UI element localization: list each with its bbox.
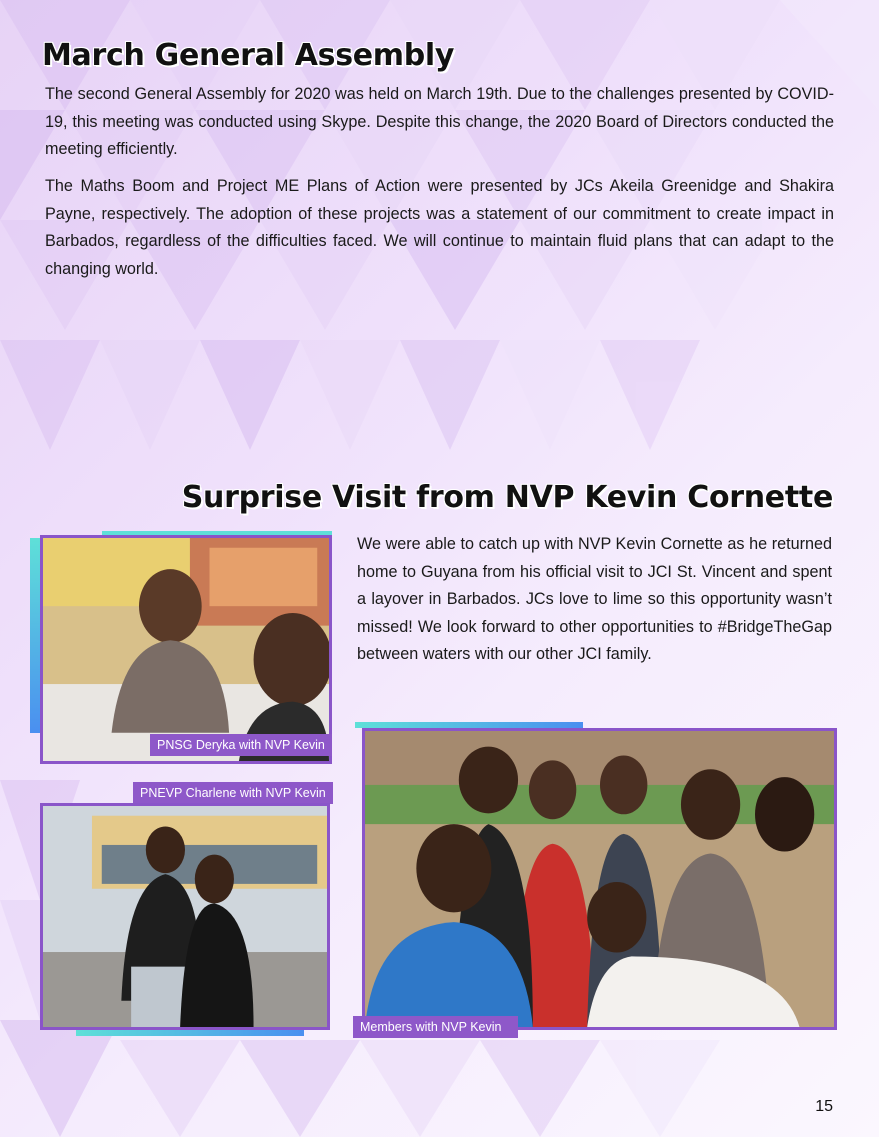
photo-caption: Members with NVP Kevin bbox=[353, 1016, 518, 1038]
assembly-paragraph-1: The second General Assembly for 2020 was held on March 19th. Due to the challenges presented by COVID-19, this meeting was conducted using Skype. Despite this change, the 2020 Board of Directors conducted the meeting efficiently. bbox=[45, 85, 834, 158]
visit-paragraph: We were able to catch up with NVP Kevin Cornette as he returned home to Guyana from his official visit to JCI St. Vincent and spent a layover in Barbados. JCs love to lime so this opportunity wasn’t missed! We look forward to other opportunities to #BridgeTheGap between waters with our other JCI family. bbox=[357, 535, 832, 663]
photo-placeholder-image bbox=[365, 731, 834, 1027]
photo-charlene-with-kevin bbox=[40, 803, 330, 1030]
photo-placeholder-image bbox=[43, 538, 329, 761]
photo-caption: PNSG Deryka with NVP Kevin bbox=[150, 734, 332, 756]
accent-bar-teal bbox=[76, 1030, 304, 1036]
photo-caption: PNEVP Charlene with NVP Kevin bbox=[133, 782, 333, 804]
photo-members-with-kevin bbox=[362, 728, 837, 1030]
photo-placeholder-image bbox=[43, 806, 327, 1027]
photo-deryka-with-kevin bbox=[40, 535, 332, 764]
assembly-paragraph-2: The Maths Boom and Project ME Plans of Action were presented by JCs Akeila Greenidge and Shakira Payne, respectively. The adoption of these projects was a statement of our commitment to create impact in Barbados, regardless of the difficulties faced. We will continue to maintain fluid plans that can adapt to the changing world. bbox=[45, 177, 834, 278]
section-title-march-general-assembly: March General Assembly bbox=[42, 38, 455, 73]
section-title-surprise-visit: Surprise Visit from NVP Kevin Cornette bbox=[181, 480, 833, 515]
page-number: 15 bbox=[815, 1098, 833, 1115]
